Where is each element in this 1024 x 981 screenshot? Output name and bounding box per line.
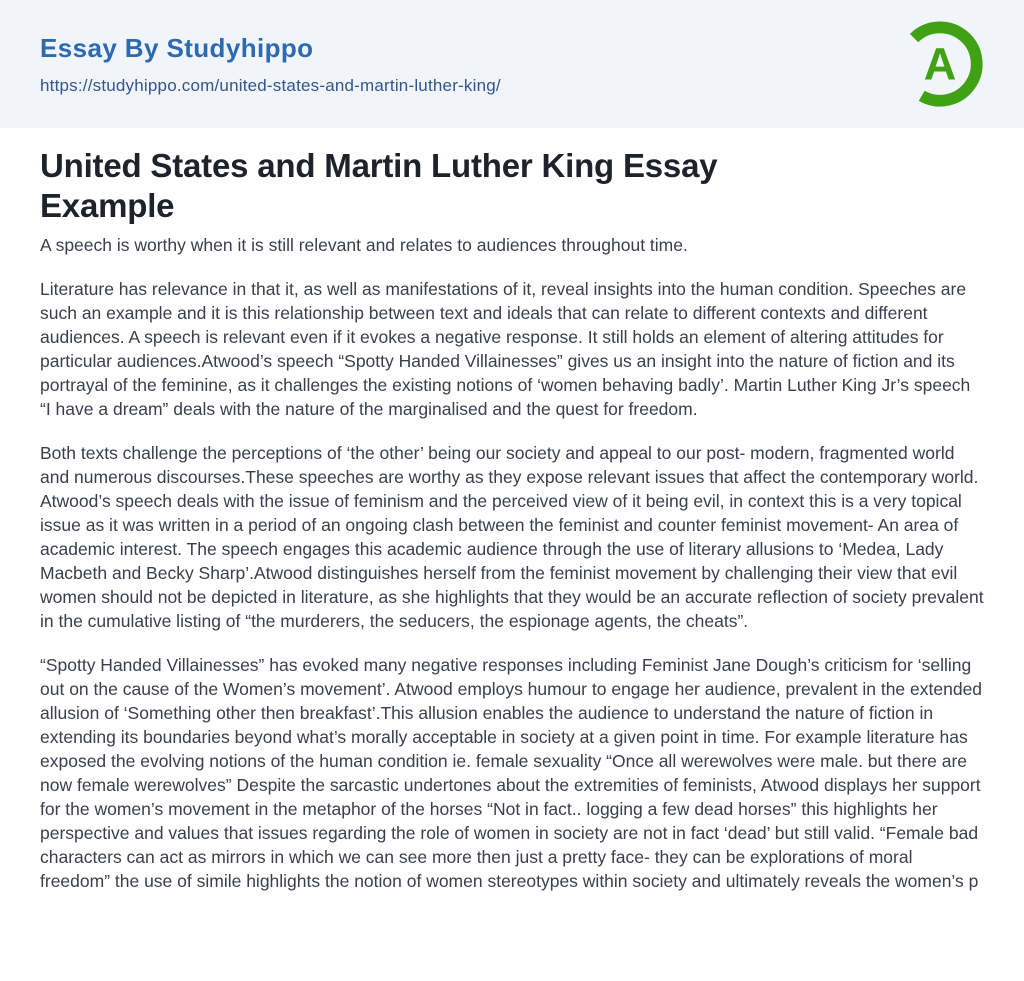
essay-title (40, 146, 984, 226)
logo-letter: A (923, 38, 957, 90)
essay-intro: A speech is worthy when it is still relevant and relates to audiences throughout time. (40, 235, 688, 255)
essay-title-line-2: Example (40, 187, 175, 224)
essay-title-line-1: United States and Martin Luther King Essay (40, 147, 718, 184)
studyhippo-logo (895, 19, 985, 109)
header-text-block (40, 33, 984, 96)
site-title: Essay By Studyhippo (40, 33, 314, 63)
essay-paragraph-1: Literature has relevance in that it, as well as manifestations of it, reveal insights into the human condition. Speeches are such an example and it is this relationship between text and ideals that can relate to different contexts and different audiences. A speech is relevant even if it evokes a negative response. It still holds an element of altering attitudes for particular audiences.Atwood’s speech “Spotty Handed Villainesses” gives us an insight into the nature of fiction and its portrayal of the feminine, as it challenges the existing notions of ‘women behaving badly’. Martin Luther King Jr’s speech “I have a dream” deals with the nature of the marginalised and the quest for freedom. (40, 279, 971, 419)
page-header (0, 0, 1024, 128)
page-url-link[interactable]: https://studyhippo.com/united-states-and-martin-luther-king/ (40, 76, 501, 95)
essay-content (0, 128, 1024, 953)
essay-paragraph-2: Both texts challenge the perceptions of ‘the other’ being our society and appeal to our post- modern, fragmented world and numerous discourses.These speeches are worthy as they expose relevant issues that affect the contemporary world. Atwood’s speech deals with the issue of feminism and the perceived view of it being evil, in context this is a very topical issue as it was written in a period of an ongoing clash between the feminist and counter feminist movement- An area of academic interest. The speech engages this academic audience through the use of literary allusions to ‘Medea, Lady Macbeth and Becky Sharp’.Atwood distinguishes herself from the feminist movement by challenging their view that evil women should not be depicted in literature, as she highlights that they would be an accurate reflection of society prevalent in the cumulative listing of “the murderers, the seducers, the espionage agents, the cheats”. (40, 443, 984, 631)
essay-paragraph-3: “Spotty Handed Villainesses” has evoked many negative responses including Feminist Jane Dough’s criticism for ‘selling out on the cause of the Women’s movement’. Atwood employs humour to engage her audience, prevalent in the extended allusion of ‘Something other then breakfast’.This allusion enables the audience to understand the nature of fiction in extending its boundaries beyond what’s morally acceptable in society at a given point in time. For example literature has exposed the evolving notions of the human condition ie. female sexuality “Once all werewolves were male. but there are now female werewolves” Despite the sarcastic undertones about the extremities of feminists, Atwood displays her support for the women’s movement in the metaphor of the horses “Not in fact.. logging a few dead horses” this highlights her perspective and values that issues regarding the role of women in society are not in fact ‘dead’ but still valid. “Female bad characters can act as mirrors in which we can see more then just a pretty face- they can be explorations of moral freedom” the use of simile highlights the notion of women stereotypes within society and ultimately reveals the women’s p (40, 655, 983, 891)
